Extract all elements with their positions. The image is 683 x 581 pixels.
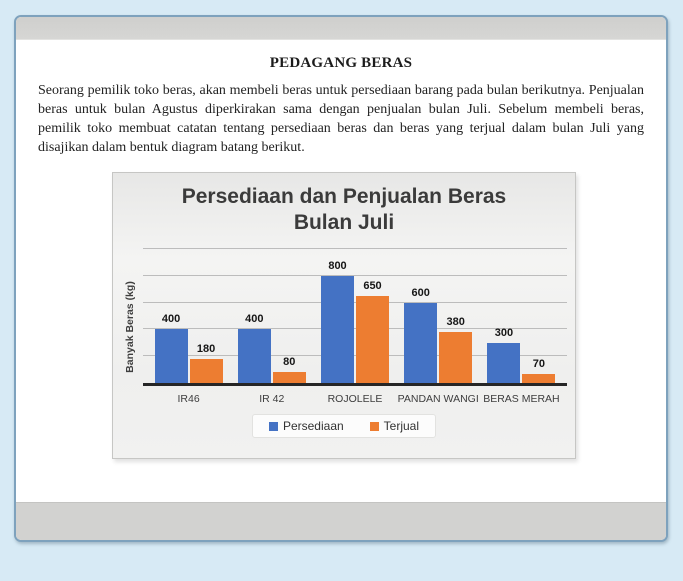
bar-groups: [147, 249, 563, 383]
data-label: 180: [196, 342, 216, 355]
bar-slot: [190, 249, 223, 383]
y-axis-label: Banyak Beras (kg): [124, 281, 136, 373]
x-axis-labels: [143, 393, 567, 405]
x-label-rojolele: ROJOLELE: [327, 393, 383, 405]
legend-row: [113, 414, 575, 438]
bar-slot: [273, 249, 306, 383]
y-axis-label-column: [117, 249, 143, 405]
legend-label: Persediaan: [282, 419, 344, 433]
x-label-ir46: IR46: [177, 393, 200, 405]
data-label: 400: [245, 313, 264, 326]
chart-title-line-1: Persediaan dan Penjualan Beras: [181, 185, 507, 208]
bar-slot: [238, 249, 271, 383]
bar-persediaan-beras-merah: [487, 343, 520, 383]
bar-slot: [487, 249, 520, 383]
bar-terjual-rojolele: [356, 296, 389, 383]
bar-terjual-ir-42: [273, 372, 306, 383]
data-label: 600: [411, 286, 430, 299]
data-label: 380: [446, 316, 465, 329]
bar-slot: [321, 249, 354, 383]
bar-terjual-ir46: [190, 359, 223, 383]
chart-title-line-2: Bulan Juli: [293, 211, 395, 234]
bar-persediaan-pandan-wangi: [404, 303, 437, 383]
bar-persediaan-rojolele: [321, 276, 354, 383]
legend-label: Terjual: [383, 419, 420, 433]
bar-slot: [439, 249, 472, 383]
bar-slot: [522, 249, 555, 383]
bar-group-ir46: [147, 249, 230, 383]
document-paragraph: Seorang pemilik toko beras, akan membeli beras untuk persediaan barang pada bulan berikutnya. Penjualan beras untuk bulan Agustus diperkirakan sama dengan penjualan bulan Juli. Sebelum membeli beras, pemilik toko membuat catatan tentang persediaan beras dan beras yang terjual dalam bulan Juli yang disajikan dalam bentuk diagram batang berikut.: [38, 83, 644, 155]
document-title: PEDAGANG BERAS: [269, 55, 413, 71]
bar-persediaan-ir-42: [238, 329, 271, 383]
data-label: 70: [532, 357, 546, 370]
plot-row: [113, 249, 575, 405]
bar-group-beras-merah: [480, 249, 563, 383]
bar-group-pandan-wangi: [397, 249, 480, 383]
chart-legend: [252, 414, 436, 438]
card-bottom-strip: [16, 502, 666, 540]
plot-column: [143, 249, 567, 405]
x-label-ir-42: IR 42: [259, 393, 285, 405]
legend-swatch-icon: [370, 422, 379, 431]
data-label: 400: [161, 313, 181, 326]
plot-area: [143, 249, 567, 386]
card-top-strip: [16, 17, 666, 40]
x-label-beras-merah: BERAS MERAH: [483, 393, 560, 405]
bar-persediaan-ir46: [155, 329, 188, 383]
legend-item-terjual: [370, 419, 419, 433]
chart-title: [113, 173, 575, 236]
bar-group-ir-42: [230, 249, 313, 383]
data-label: 650: [363, 279, 382, 292]
bar-slot: [155, 249, 188, 383]
x-label-pandan-wangi: PANDAN WANGI: [397, 393, 479, 405]
bar-slot: [356, 249, 389, 383]
bar-group-rojolele: [313, 249, 396, 383]
bar-terjual-beras-merah: [522, 374, 555, 383]
bar-terjual-pandan-wangi: [439, 332, 472, 383]
bar-chart: [112, 172, 576, 459]
bar-slot: [404, 249, 437, 383]
data-label: 800: [328, 259, 347, 272]
data-label: 300: [494, 326, 514, 339]
legend-item-persediaan: [269, 419, 344, 433]
data-label: 80: [283, 356, 296, 369]
document-card: [14, 15, 668, 542]
legend-swatch-icon: [269, 422, 278, 431]
